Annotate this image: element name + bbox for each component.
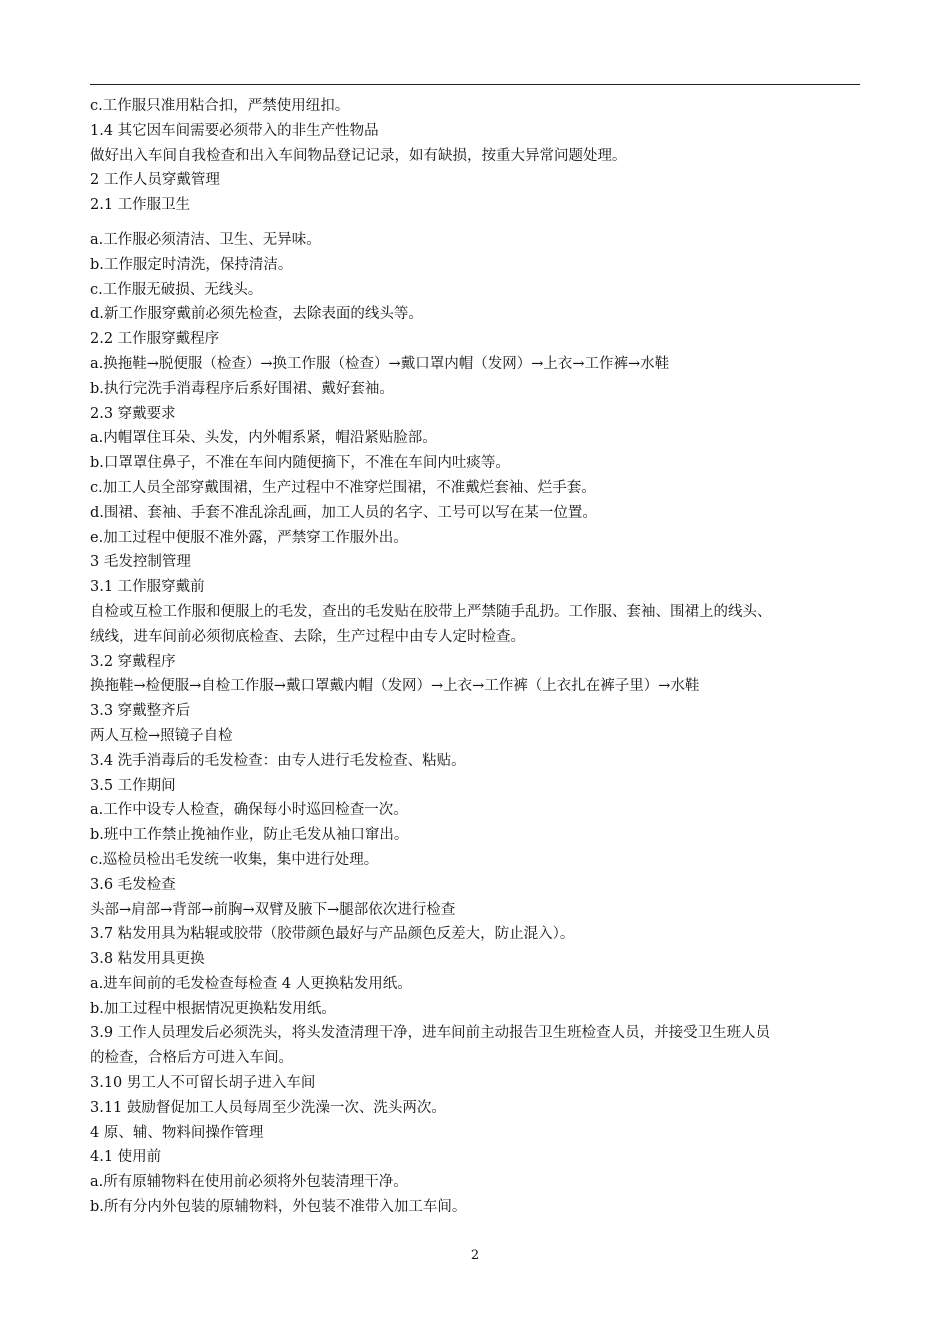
- text-line: 3.6 毛发检查: [90, 876, 176, 893]
- text-line: 3.5 工作期间: [90, 777, 176, 794]
- paragraph-gap: [90, 218, 862, 228]
- text-line: e.加工过程中便服不准外露，严禁穿工作服外出。: [90, 529, 408, 546]
- text-line: 4 原、辅、物料间操作管理: [90, 1124, 264, 1141]
- text-line: 自检或互检工作服和便服上的毛发，查出的毛发贴在胶带上严禁随手乱扔。工作服、套袖、围裙上的线头、: [90, 603, 772, 620]
- text-line: 2 工作人员穿戴管理: [90, 172, 220, 189]
- document-body: [90, 94, 862, 1220]
- text-block-upper: [90, 94, 862, 218]
- text-line: 2.3 穿戴要求: [90, 405, 176, 422]
- text-line: c.工作服只准用粘合扣，严禁使用纽扣。: [90, 98, 350, 114]
- text-line: b.所有分内外包装的原辅物料，外包装不准带入加工车间。: [90, 1199, 467, 1216]
- text-line: a.换拖鞋→脱便服（检查）→换工作服（检查）→戴口罩内帽（发网）→上衣→工作裤→水鞋: [90, 355, 670, 372]
- text-line: 2.2 工作服穿戴程序: [90, 331, 220, 348]
- text-line: c.工作服无破损、无线头。: [90, 281, 263, 298]
- text-line: 3.1 工作服穿戴前: [90, 579, 205, 596]
- text-line: 3.9 工作人员理发后必须洗头，将头发渣清理干净，进车间前主动报告卫生班检查人员，并接受卫生班人员: [90, 1025, 771, 1042]
- text-line: c.加工人员全部穿戴围裙，生产过程中不准穿烂围裙，不准戴烂套袖、烂手套。: [90, 479, 596, 496]
- text-line: 3.2 穿戴程序: [90, 653, 176, 670]
- text-line: 4.1 使用前: [90, 1149, 162, 1166]
- text-line: b.加工过程中根据情况更换粘发用纸。: [90, 1000, 336, 1017]
- text-line: d.围裙、套袖、手套不准乱涂乱画，加工人员的名字、工号可以写在某一位置。: [90, 504, 597, 521]
- text-line: a.工作中设专人检查，确保每小时巡回检查一次。: [90, 802, 408, 819]
- text-line: 3.8 粘发用具更换: [90, 951, 205, 968]
- text-line: 做好出入车间自我检查和出入车间物品登记记录，如有缺损，按重大异常问题处理。: [90, 147, 627, 164]
- text-line: 3.7 粘发用具为粘辊或胶带（胶带颜色最好与产品颜色反差大，防止混入）。: [90, 926, 575, 943]
- text-line: a.内帽罩住耳朵、头发，内外帽系紧，帽沿紧贴脸部。: [90, 430, 437, 447]
- text-line: 两人互检→照镜子自检: [90, 727, 233, 744]
- text-line: 的检查，合格后方可进入车间。: [90, 1050, 293, 1067]
- text-line: 换拖鞋→检便服→自检工作服→戴口罩戴内帽（发网）→上衣→工作裤（上衣扎在裤子里）→水鞋: [90, 678, 700, 695]
- text-line: 头部→肩部→背部→前胸→双臂及腋下→腿部依次进行检查: [90, 901, 456, 918]
- text-line: 2.1 工作服卫生: [90, 197, 191, 214]
- text-line: 1.4 其它因车间需要必须带入的非生产性物品: [90, 122, 379, 139]
- text-line: d.新工作服穿戴前必须先检查，去除表面的线头等。: [90, 306, 423, 323]
- text-line: 3.3 穿戴整齐后: [90, 703, 191, 720]
- text-line: b.口罩罩住鼻子，不准在车间内随便摘下，不准在车间内吐痰等。: [90, 455, 510, 472]
- text-line: c.巡检员检出毛发统一收集，集中进行处理。: [90, 851, 379, 868]
- text-line: b.执行完洗手消毒程序后系好围裙、戴好套袖。: [90, 380, 394, 397]
- page-number: 2: [470, 1248, 480, 1263]
- text-line: 3 毛发控制管理: [90, 554, 191, 571]
- text-line: 3.10 男工人不可留长胡子进入车间: [90, 1075, 316, 1092]
- text-line: a.所有原辅物料在使用前必须将外包装清理干净。: [90, 1174, 408, 1191]
- text-line: 绒线，进车间前必须彻底检查、去除，生产过程中由专人定时检查。: [90, 628, 525, 645]
- text-line: b.工作服定时清洗，保持清洁。: [90, 256, 293, 273]
- text-block-main: [90, 228, 862, 1220]
- text-line: 3.4 洗手消毒后的毛发检查：由专人进行毛发检查、粘贴。: [90, 752, 466, 769]
- header-rule: [90, 84, 860, 85]
- text-line: a.进车间前的毛发检查每检查 4 人更换粘发用纸。: [90, 975, 412, 992]
- text-line: 3.11 鼓励督促加工人员每周至少洗澡一次、洗头两次。: [90, 1099, 446, 1116]
- text-line: b.班中工作禁止挽袖作业，防止毛发从袖口窜出。: [90, 827, 409, 844]
- text-line: a.工作服必须清洁、卫生、无异味。: [90, 231, 321, 248]
